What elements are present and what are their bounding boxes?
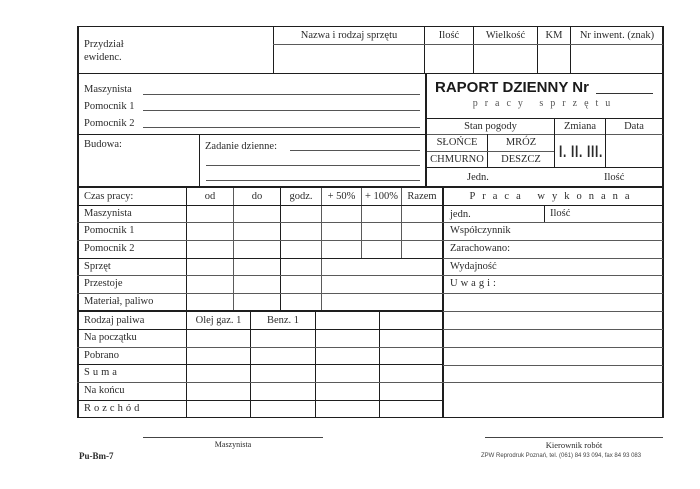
stan-pogody-header: Stan pogody (464, 121, 517, 132)
uwagi-field[interactable] (444, 294, 662, 416)
nazwa-header: Nazwa i rodzaj sprzętu (300, 30, 398, 41)
weather-slonce[interactable]: SŁOŃCE (436, 137, 478, 148)
weather-mroz[interactable]: MRÓZ (505, 137, 537, 148)
ilosc-field[interactable] (425, 45, 473, 73)
pomocnik1-label: Pomocnik 1 (84, 101, 135, 112)
zmiana-header: Zmiana (563, 121, 597, 132)
maszynista-field[interactable] (143, 94, 420, 95)
nr-inwent-header: Nr inwent. (znak) (579, 30, 655, 41)
frame-bottom (77, 417, 664, 418)
weather-chmurno[interactable]: CHMURNO (430, 154, 484, 165)
report-number-field[interactable] (596, 93, 653, 94)
wt-row-material: Materiał, paliwo (84, 296, 154, 307)
km-field[interactable] (538, 45, 570, 73)
ilosc-label: Ilość (604, 172, 625, 183)
olej-gaz-header: Olej gaz. 1 (195, 315, 242, 326)
printer-info: ZPW Reprodruk Poznań, tel. (061) 84 93 094, fax 84 93 083 (481, 453, 642, 459)
przydzial-label-1: Przydział (84, 39, 124, 50)
wt-row-sprzet: Sprzęt (84, 261, 111, 272)
fuel-row-na-poczatku: Na początku (84, 332, 137, 343)
zadanie-field-3[interactable] (206, 180, 420, 181)
rodzaj-paliwa-header: Rodzaj paliwa (84, 315, 145, 326)
uwagi-label: Uwagi: (450, 278, 499, 289)
signature-label-maszynista: Maszynista (214, 440, 252, 449)
budowa-label: Budowa: (84, 139, 122, 150)
benz-header: Benz. 1 (266, 315, 300, 326)
nazwa-field[interactable] (274, 45, 424, 73)
pomocnik2-field[interactable] (143, 127, 420, 128)
zadanie-field-1[interactable] (290, 150, 420, 151)
date-field[interactable] (606, 135, 662, 167)
signature-line-maszynista[interactable] (143, 437, 323, 438)
fuel-row-na-koncu: Na końcu (84, 385, 125, 396)
ilosc-header: Ilość (438, 30, 460, 41)
wydajnosc-label: Wydajność (450, 261, 497, 272)
pw-ilosc-label: Ilość (550, 208, 571, 219)
plus100-header: + 100% (364, 191, 399, 202)
report-title: RAPORT DZIENNY Nr (435, 79, 589, 96)
wt-row-pomocnik2: Pomocnik 2 (84, 243, 135, 254)
fuel-row-suma: Suma (84, 367, 120, 378)
shift-selector[interactable]: I. II. III. (559, 142, 604, 161)
do-header: do (251, 191, 263, 202)
zadanie-field-2[interactable] (206, 165, 420, 166)
data-header: Data (624, 121, 644, 132)
signature-label-kierownik: Kierownik robót (545, 440, 603, 450)
plus50-header: + 50% (327, 191, 356, 202)
wielkosc-header: Wielkość (485, 30, 526, 41)
pomocnik1-field[interactable] (143, 110, 420, 111)
praca-wykonana-header: Praca wykonana (469, 191, 637, 202)
form-code: Pu-Bm-7 (79, 451, 114, 461)
report-subtitle: pracy sprzętu (472, 98, 618, 109)
fuel-row-rozchod: Rozchód (84, 403, 143, 414)
pw-jedn-label: jedn. (450, 209, 471, 220)
wt-row-maszynista: Maszynista (84, 208, 132, 219)
km-header: KM (545, 30, 563, 41)
budowa-field[interactable] (80, 152, 198, 184)
wt-row-przestoje: Przestoje (84, 278, 123, 289)
czas-pracy-header: Czas pracy: (84, 191, 134, 202)
fuel-row-pobrano: Pobrano (84, 350, 119, 361)
frame-top (77, 26, 663, 27)
pomocnik2-label: Pomocnik 2 (84, 118, 135, 129)
wspolczynnik-label: Współczynnik (450, 225, 511, 236)
wt-row-pomocnik1: Pomocnik 1 (84, 225, 135, 236)
weather-deszcz[interactable]: DESZCZ (501, 154, 541, 165)
razem-header: Razem (407, 191, 437, 202)
zarachowano-label: Zarachowano: (450, 243, 511, 254)
maszynista-label: Maszynista (84, 84, 132, 95)
od-header: od (204, 191, 216, 202)
godz-header: godz. (289, 191, 313, 202)
zadanie-label: Zadanie dzienne: (205, 141, 278, 152)
wielkosc-field[interactable] (474, 45, 537, 73)
nr-inwent-field[interactable] (571, 45, 663, 73)
jedn-label: Jedn. (467, 172, 489, 183)
signature-line-kierownik[interactable] (485, 437, 663, 438)
przydzial-label-2: ewidenc. (84, 52, 122, 63)
